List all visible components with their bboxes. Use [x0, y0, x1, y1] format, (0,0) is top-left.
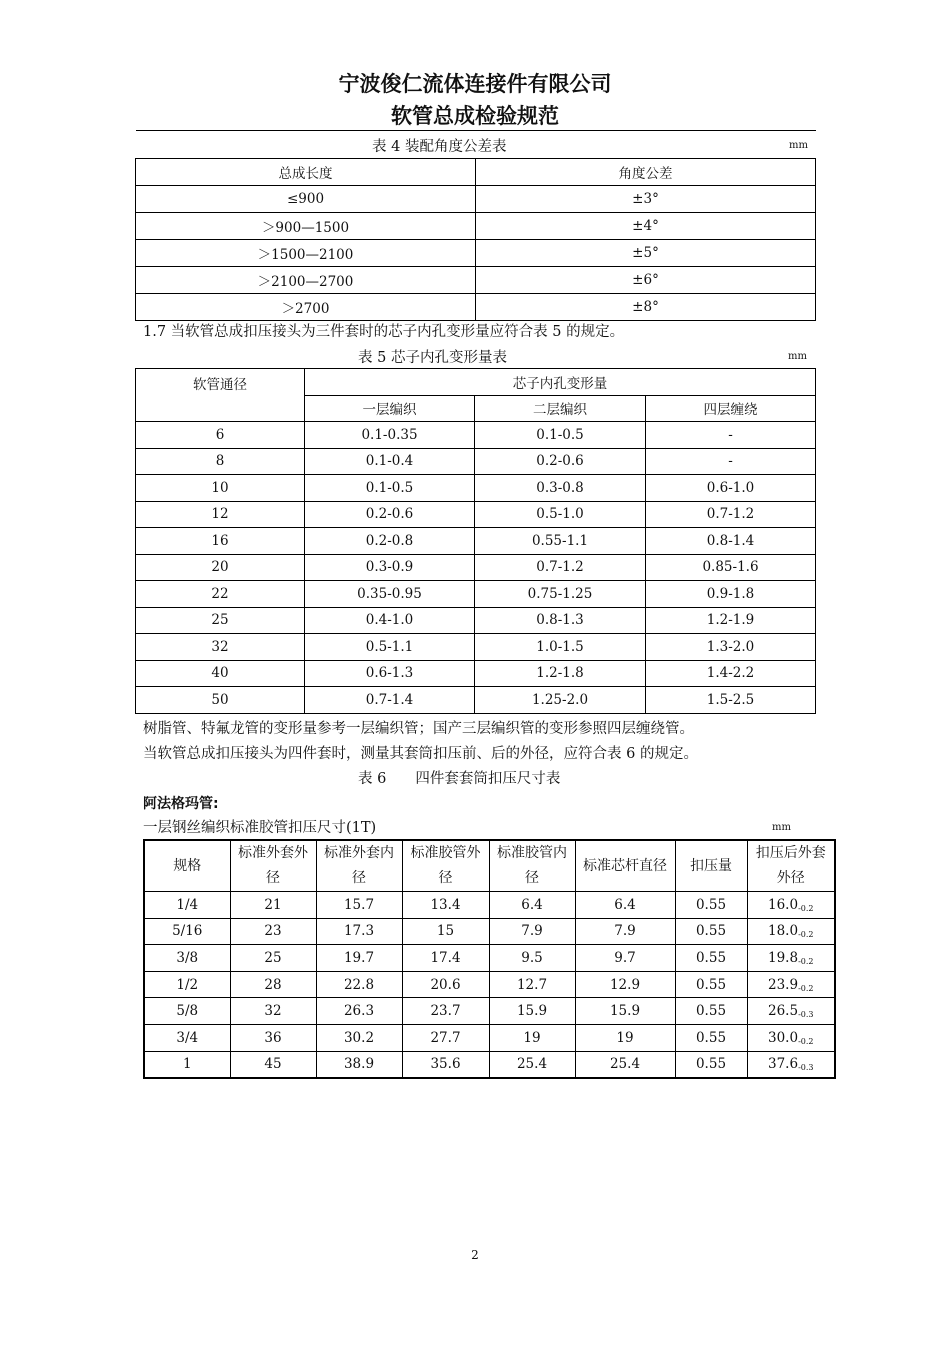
- table6-cell: 0.55: [675, 945, 747, 972]
- table6-header-row: [144, 840, 835, 892]
- crimped-od-tolerance: -0.2: [798, 903, 814, 913]
- table-row: [136, 554, 816, 581]
- table-row: [144, 945, 835, 972]
- table6-cell: 15.9: [575, 998, 675, 1025]
- table6-crimped-od-cell: [747, 918, 835, 945]
- table4-caption: 表 4 装配角度公差表: [372, 139, 507, 155]
- table5-cell: 1.2-1.9: [646, 607, 816, 634]
- table6-cell: 15.7: [316, 892, 402, 919]
- table4-cell: ＞2100—2700: [136, 267, 476, 294]
- table6-cell: 6.4: [575, 892, 675, 919]
- table5-subheader: 二层编织: [475, 395, 646, 422]
- table4-cell: ＞2700: [136, 294, 476, 321]
- table6-cell: 25.4: [575, 1051, 675, 1078]
- crimped-od-value: 37.6: [768, 1056, 799, 1073]
- table5-header-bore: 软管通径: [136, 369, 305, 422]
- table4-unit: mm: [789, 140, 808, 151]
- crimped-od-value: 16.0: [768, 896, 799, 913]
- table6-cell: 38.9: [316, 1051, 402, 1078]
- four-piece-crimp-size-table: [143, 839, 836, 1079]
- table6-cell: 5/16: [144, 918, 230, 945]
- table5-header-group: 芯子内孔变形量: [305, 369, 816, 396]
- table6-cell: 1: [144, 1051, 230, 1078]
- table6-crimped-od-cell: [747, 998, 835, 1025]
- table6-header-cell: 扣压量: [675, 840, 747, 892]
- table6-cell: 0.55: [675, 971, 747, 998]
- table-row: [136, 528, 816, 555]
- table6-crimped-od-cell: [747, 971, 835, 998]
- table5-cell: 0.1-0.5: [475, 422, 646, 449]
- table6-header-cell: 标准胶管内径: [489, 840, 575, 892]
- table6-cell: 25: [230, 945, 316, 972]
- table4-cell: ＞900—1500: [136, 213, 476, 240]
- table6-header-cell: 标准外套内径: [316, 840, 402, 892]
- assembly-angle-tolerance-table: [135, 158, 816, 321]
- table5-cell: 0.6-1.3: [305, 660, 475, 687]
- table5-cell: 0.5-1.0: [475, 501, 646, 528]
- table6-cell: 20.6: [402, 971, 489, 998]
- table-row: [136, 213, 816, 240]
- table4-header-row: [136, 159, 816, 186]
- table6-unit: mm: [772, 822, 791, 833]
- table5-cell: 0.5-1.1: [305, 634, 475, 661]
- table6-cell: 15.9: [489, 998, 575, 1025]
- table5-cell: 1.5-2.5: [646, 687, 816, 714]
- table6-cell: 19.7: [316, 945, 402, 972]
- crimped-od-value: 19.8: [768, 949, 799, 966]
- table5-cell: 0.1-0.35: [305, 422, 475, 449]
- table5-cell: 10: [136, 475, 305, 502]
- table6-cell: 0.55: [675, 918, 747, 945]
- table5-cell: 0.3-0.8: [475, 475, 646, 502]
- table6-cell: 45: [230, 1051, 316, 1078]
- table6-header-cell: 标准胶管外径: [402, 840, 489, 892]
- table6-cell: 0.55: [675, 1024, 747, 1051]
- table6-cell: 0.55: [675, 892, 747, 919]
- table5-cell: 0.35-0.95: [305, 581, 475, 608]
- table6-header-cell: 规格: [144, 840, 230, 892]
- table5-cell: 0.8-1.4: [646, 528, 816, 555]
- table6-cell: 26.3: [316, 998, 402, 1025]
- page-number: 2: [471, 1248, 479, 1262]
- table6-cell: 35.6: [402, 1051, 489, 1078]
- table4-header-cell: 总成长度: [136, 159, 476, 186]
- table5-cell: 22: [136, 581, 305, 608]
- table5-subheader: 四层缠绕: [646, 395, 816, 422]
- table6-crimped-od-cell: [747, 1024, 835, 1051]
- table6-header-cell: 标准外套外径: [230, 840, 316, 892]
- table-row: [136, 687, 816, 714]
- table5-cell: 6: [136, 422, 305, 449]
- table6-cell: 22.8: [316, 971, 402, 998]
- crimped-od-value: 26.5: [768, 1003, 799, 1020]
- table-row: [144, 918, 835, 945]
- header-divider: [136, 130, 816, 131]
- table-row: [136, 267, 816, 294]
- table4-cell: ±3°: [476, 186, 816, 213]
- section-label-alfagomma: 阿法格玛管:: [143, 796, 219, 812]
- table5-cell: 32: [136, 634, 305, 661]
- table6-crimped-od-cell: [747, 945, 835, 972]
- table5-cell: 0.9-1.8: [646, 581, 816, 608]
- table6-caption: 表 6 四件套套筒扣压尺寸表: [358, 771, 561, 787]
- note-resin-ptfe: 树脂管、特氟龙管的变形量参考一层编织管；国产三层编织管的变形参照四层缠绕管。: [143, 721, 694, 737]
- table6-cell: 30.2: [316, 1024, 402, 1051]
- table5-cell: 1.2-1.8: [475, 660, 646, 687]
- table6-cell: 23: [230, 918, 316, 945]
- table6-cell: 23.7: [402, 998, 489, 1025]
- table-row: [136, 634, 816, 661]
- table6-cell: 32: [230, 998, 316, 1025]
- table6-subtitle: 一层钢丝编织标准胶管扣压尺寸(1T): [143, 820, 377, 836]
- table5-cell: 0.7-1.2: [646, 501, 816, 528]
- crimped-od-tolerance: -0.2: [798, 1036, 814, 1046]
- table5-cell: 0.8-1.3: [475, 607, 646, 634]
- table6-cell: 1/2: [144, 971, 230, 998]
- paragraph-1-7: 1.7 当软管总成扣压接头为三件套时的芯子内孔变形量应符合表 5 的规定。: [143, 324, 625, 340]
- table6-cell: 21: [230, 892, 316, 919]
- table6-cell: 12.7: [489, 971, 575, 998]
- table5-cell: 50: [136, 687, 305, 714]
- table5-cell: -: [646, 422, 816, 449]
- table5-cell: 0.2-0.6: [305, 501, 475, 528]
- table5-cell: 0.4-1.0: [305, 607, 475, 634]
- table-row: [136, 448, 816, 475]
- table4-header-cell: 角度公差: [476, 159, 816, 186]
- table6-cell: 5/8: [144, 998, 230, 1025]
- table-row: [136, 422, 816, 449]
- note-four-piece: 当软管总成扣压接头为四件套时，测量其套筒扣压前、后的外径，应符合表 6 的规定。: [143, 746, 698, 762]
- table-row: [136, 607, 816, 634]
- table5-cell: 0.1-0.5: [305, 475, 475, 502]
- table6-cell: 17.4: [402, 945, 489, 972]
- table5-cell: 1.25-2.0: [475, 687, 646, 714]
- crimped-od-tolerance: -0.2: [798, 930, 814, 940]
- table5-cell: 25: [136, 607, 305, 634]
- table5-cell: 0.6-1.0: [646, 475, 816, 502]
- table6-cell: 25.4: [489, 1051, 575, 1078]
- table-row: [136, 475, 816, 502]
- table5-cell: 0.2-0.6: [475, 448, 646, 475]
- table5-cell: 16: [136, 528, 305, 555]
- table6-cell: 7.9: [575, 918, 675, 945]
- table6-header-cell: 扣压后外套外径: [747, 840, 835, 892]
- table6-cell: 0.55: [675, 998, 747, 1025]
- crimped-od-value: 18.0: [768, 923, 799, 940]
- table6-cell: 1/4: [144, 892, 230, 919]
- table5-cell: 8: [136, 448, 305, 475]
- table4-cell: ±6°: [476, 267, 816, 294]
- company-name: 宁波俊仁流体连接件有限公司: [338, 72, 612, 96]
- table4-cell: ＞1500—2100: [136, 240, 476, 267]
- table-row: [144, 998, 835, 1025]
- crimped-od-tolerance: -0.3: [798, 1063, 814, 1073]
- table-row: [136, 501, 816, 528]
- document-title: 软管总成检验规范: [391, 104, 559, 128]
- table5-cell: 0.85-1.6: [646, 554, 816, 581]
- table6-cell: 0.55: [675, 1051, 747, 1078]
- table5-cell: 0.1-0.4: [305, 448, 475, 475]
- table5-cell: 0.75-1.25: [475, 581, 646, 608]
- table-row: [136, 186, 816, 213]
- table5-cell: 1.3-2.0: [646, 634, 816, 661]
- table6-cell: 19: [575, 1024, 675, 1051]
- table6-cell: 15: [402, 918, 489, 945]
- table-row: [144, 1051, 835, 1078]
- table5-cell: 0.55-1.1: [475, 528, 646, 555]
- table4-cell: ±5°: [476, 240, 816, 267]
- table5-cell: 0.7-1.2: [475, 554, 646, 581]
- table5-cell: 20: [136, 554, 305, 581]
- table4-cell: ±8°: [476, 294, 816, 321]
- table6-cell: 3/8: [144, 945, 230, 972]
- crimped-od-value: 30.0: [768, 1029, 799, 1046]
- table6-crimped-od-cell: [747, 1051, 835, 1078]
- table-row: [144, 1024, 835, 1051]
- table6-cell: 3/4: [144, 1024, 230, 1051]
- table6-cell: 27.7: [402, 1024, 489, 1051]
- table6-cell: 6.4: [489, 892, 575, 919]
- table4-cell: ±4°: [476, 213, 816, 240]
- table6-header-cell: 标准芯杆直径: [575, 840, 675, 892]
- table-row: [144, 892, 835, 919]
- table5-subheader: 一层编织: [305, 395, 475, 422]
- table-row: [136, 660, 816, 687]
- table5-cell: 40: [136, 660, 305, 687]
- core-bore-deformation-table: [135, 368, 816, 714]
- table6-cell: 17.3: [316, 918, 402, 945]
- table5-cell: 1.4-2.2: [646, 660, 816, 687]
- crimped-od-tolerance: -0.3: [798, 1010, 814, 1020]
- table5-cell: 0.7-1.4: [305, 687, 475, 714]
- table-row: [136, 240, 816, 267]
- table5-cell: 1.0-1.5: [475, 634, 646, 661]
- table5-unit: mm: [788, 351, 807, 362]
- table6-crimped-od-cell: [747, 892, 835, 919]
- crimped-od-value: 23.9: [768, 976, 799, 993]
- table6-cell: 7.9: [489, 918, 575, 945]
- table6-cell: 36: [230, 1024, 316, 1051]
- table-row: [144, 971, 835, 998]
- table6-cell: 13.4: [402, 892, 489, 919]
- crimped-od-tolerance: -0.2: [798, 983, 814, 993]
- table6-cell: 12.9: [575, 971, 675, 998]
- table4-cell: ≤900: [136, 186, 476, 213]
- table5-cell: 0.3-0.9: [305, 554, 475, 581]
- table6-cell: 28: [230, 971, 316, 998]
- table5-caption: 表 5 芯子内孔变形量表: [358, 350, 507, 366]
- table6-cell: 19: [489, 1024, 575, 1051]
- table5-cell: 0.2-0.8: [305, 528, 475, 555]
- table-row: [136, 581, 816, 608]
- table5-cell: -: [646, 448, 816, 475]
- table6-cell: 9.5: [489, 945, 575, 972]
- table-row: [136, 294, 816, 321]
- crimped-od-tolerance: -0.2: [798, 956, 814, 966]
- table6-cell: 9.7: [575, 945, 675, 972]
- table5-cell: 12: [136, 501, 305, 528]
